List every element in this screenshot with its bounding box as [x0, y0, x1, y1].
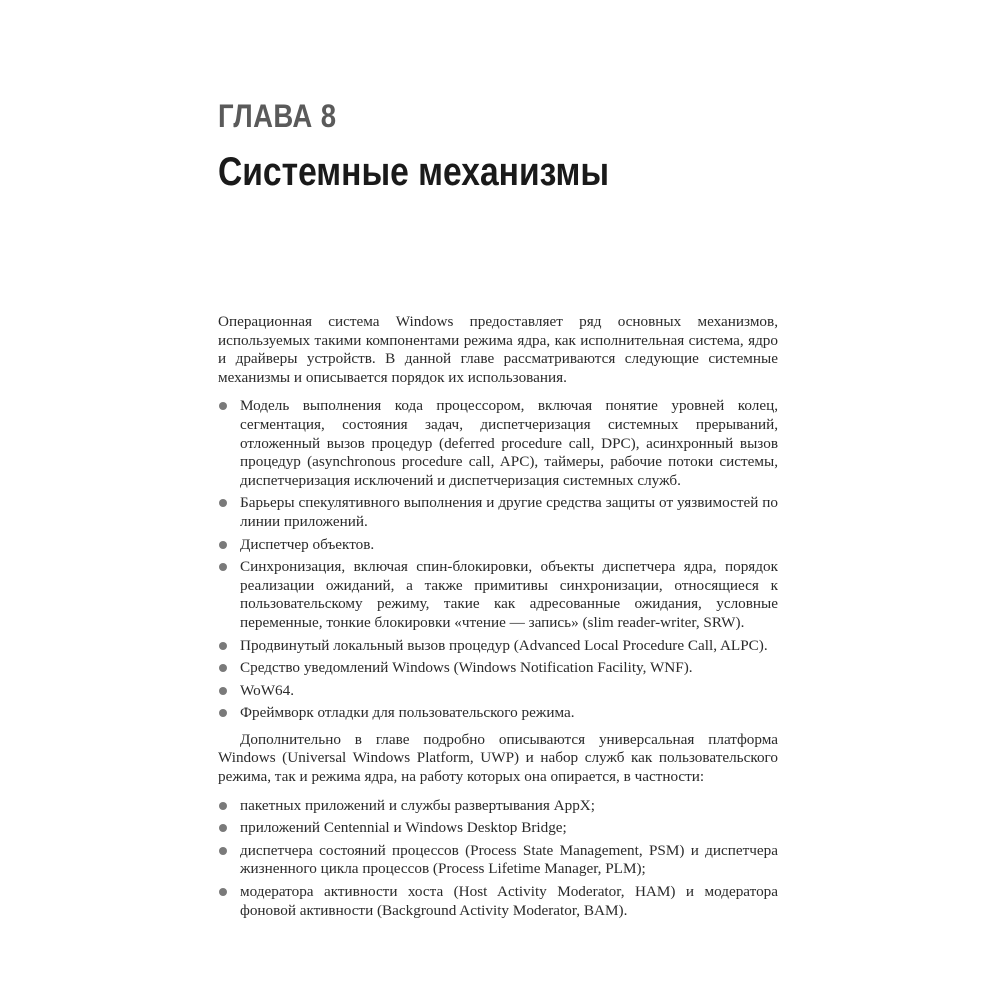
list-item-text: Продвинутый локальный вызов процедур (Advanced Local Procedure Call, ALPC).	[240, 636, 768, 654]
uwp-services-list	[218, 797, 778, 921]
bullet-icon	[219, 709, 227, 717]
intro-paragraph: Операционная система Windows предоставляет ряд основных механизмов, используемых такими компонентами режима ядра, как исполнительная система, ядро и драйверы устройств. В данной главе рассматриваются следующие системные механизмы и описывается порядок их использования.	[218, 313, 778, 386]
list-item-text: Синхронизация, включая спин-блокировки, объекты диспетчера ядра, порядок реализации ожиданий, а также примитивы синхронизации, относящиеся к пользовательскому режиму, такие как адресованные ожидания, условные переменные, тонкие блокировки «чтение — запись» (slim reader-writer, SRW).	[240, 558, 778, 631]
list-item-text: приложений Centennial и Windows Desktop Bridge;	[240, 819, 567, 837]
chapter-title: Системные механизмы	[218, 150, 610, 194]
list-item	[218, 659, 778, 678]
list-item	[218, 558, 778, 632]
list-item	[218, 819, 778, 838]
list-item	[218, 536, 778, 555]
list-item	[218, 637, 778, 656]
chapter-label: ГЛАВА 8	[218, 98, 337, 134]
second-paragraph: Дополнительно в главе подробно описываются универсальная платформа Windows (Universal Windows Platform, UWP) и набор служб как пользовательского режима, так и режима ядра, на работу которых она опирается, в частности:	[218, 730, 778, 786]
bullet-icon	[219, 563, 227, 571]
bullet-icon	[219, 824, 227, 832]
list-item-text: Фреймворк отладки для пользовательского режима.	[240, 704, 575, 722]
list-item	[218, 842, 778, 879]
mechanisms-list	[218, 397, 778, 723]
list-item-text: Диспетчер объектов.	[240, 535, 375, 553]
list-item-text: пакетных приложений и службы развертывания AppX;	[240, 796, 595, 814]
list-item-text: WoW64.	[240, 681, 295, 699]
list-item	[218, 494, 778, 531]
bullet-icon	[219, 402, 227, 410]
bullet-icon	[219, 802, 227, 810]
list-item	[218, 682, 778, 701]
bullet-icon	[219, 499, 227, 507]
bullet-icon	[219, 541, 227, 549]
bullet-icon	[219, 687, 227, 695]
list-item-text: модератора активности хоста (Host Activity Moderator, HAM) и модератора фоновой активности (Background Activity Moderator, BAM).	[240, 883, 778, 919]
bullet-icon	[219, 888, 227, 896]
bullet-icon	[219, 642, 227, 650]
list-item-text: Средство уведомлений Windows (Windows Notification Facility, WNF).	[240, 659, 693, 677]
bullet-icon	[219, 847, 227, 855]
bullet-icon	[219, 664, 227, 672]
list-item	[218, 704, 778, 723]
list-item	[218, 397, 778, 490]
list-item-text: Барьеры спекулятивного выполнения и другие средства защиты от уязвимостей по линии приложений.	[240, 494, 778, 530]
list-item-text: диспетчера состояний процессов (Process State Management, PSM) и диспетчера жизненного цикла процессов (Process Lifetime Manager, PLM);	[240, 841, 778, 878]
list-item-text: Модель выполнения кода процессором, включая понятие уровней колец, сегментация, состояния задач, диспетчеризация системных прерываний, отложенный вызов процедур (deferred procedure call, DPC), асинхронный вызов процедур (asynchronous procedure call, APC), таймеры, рабочие потоки системы, диспетчеризация исключений и диспетчеризация системных служб.	[240, 397, 778, 489]
list-item	[218, 797, 778, 816]
list-item	[218, 883, 778, 920]
chapter-body	[218, 313, 778, 928]
